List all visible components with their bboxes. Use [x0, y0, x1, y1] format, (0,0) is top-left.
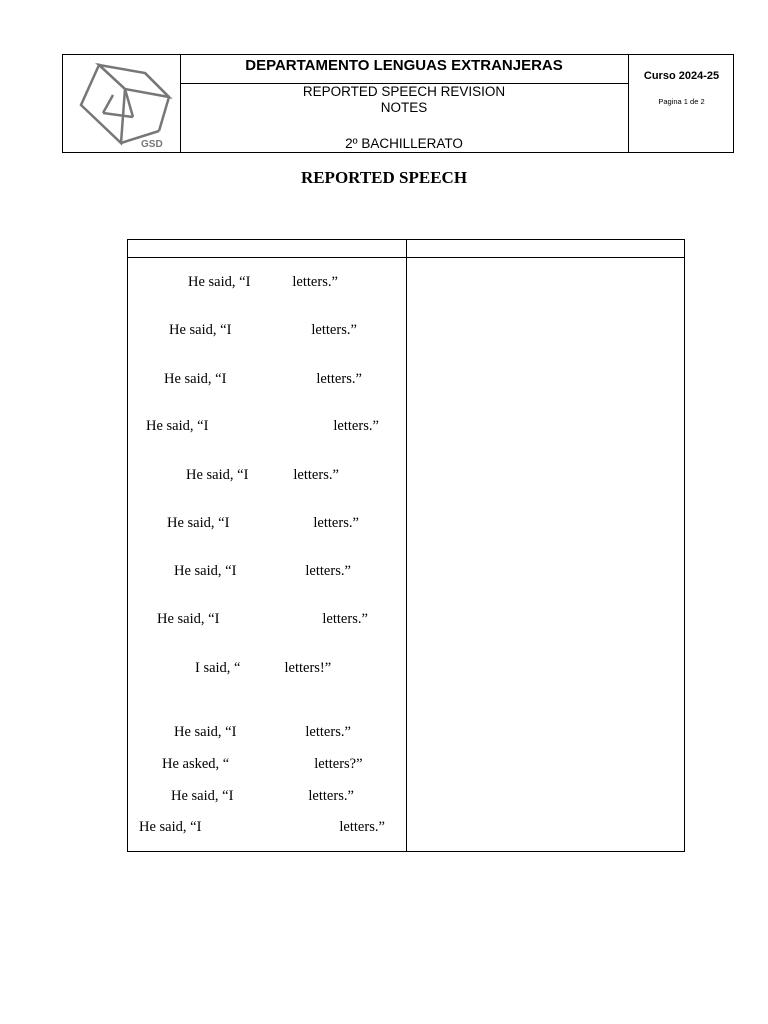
table-row: He said, “I letters.” — [174, 724, 351, 740]
table-row: I said, “ letters!” — [195, 660, 332, 676]
table-row: He said, “I letters.” — [186, 467, 339, 483]
table-row: He said, “I letters.” — [146, 418, 379, 434]
subtitle-line1: REPORTED SPEECH REVISION — [302, 84, 506, 99]
academic-year: Curso 2024-25 — [643, 70, 720, 82]
table-row: He said, “I letters.” — [139, 819, 385, 835]
table-row: He said, “I letters.” — [174, 563, 351, 579]
table-row: He said, “I letters.” — [169, 322, 357, 338]
page-number: Pagina 1 de 2 — [658, 97, 705, 106]
header-middle — [180, 55, 629, 152]
table-row: He asked, “ letters?” — [162, 756, 363, 772]
table-row: He said, “I letters.” — [164, 371, 362, 387]
svg-text:GSD: GSD — [141, 139, 163, 149]
department-name: DEPARTAMENTO LENGUAS EXTRANJERAS — [180, 55, 628, 84]
school-logo-icon — [77, 61, 177, 149]
header-table — [62, 54, 734, 153]
page-title: REPORTED SPEECH — [300, 168, 468, 187]
table-row: He said, “I letters.” — [157, 611, 368, 627]
header-right — [629, 55, 734, 152]
column-divider — [406, 240, 407, 851]
exercise-table — [127, 239, 685, 852]
subtitle-line2: NOTES — [380, 100, 428, 115]
document-subtitle — [180, 84, 628, 116]
table-row: He said, “I letters.” — [167, 515, 359, 531]
course-level: 2º BACHILLERATO — [345, 136, 463, 151]
table-row: He said, “I letters.” — [171, 788, 354, 804]
logo-cell — [63, 55, 181, 152]
table-row: He said, “I letters.” — [188, 274, 338, 290]
